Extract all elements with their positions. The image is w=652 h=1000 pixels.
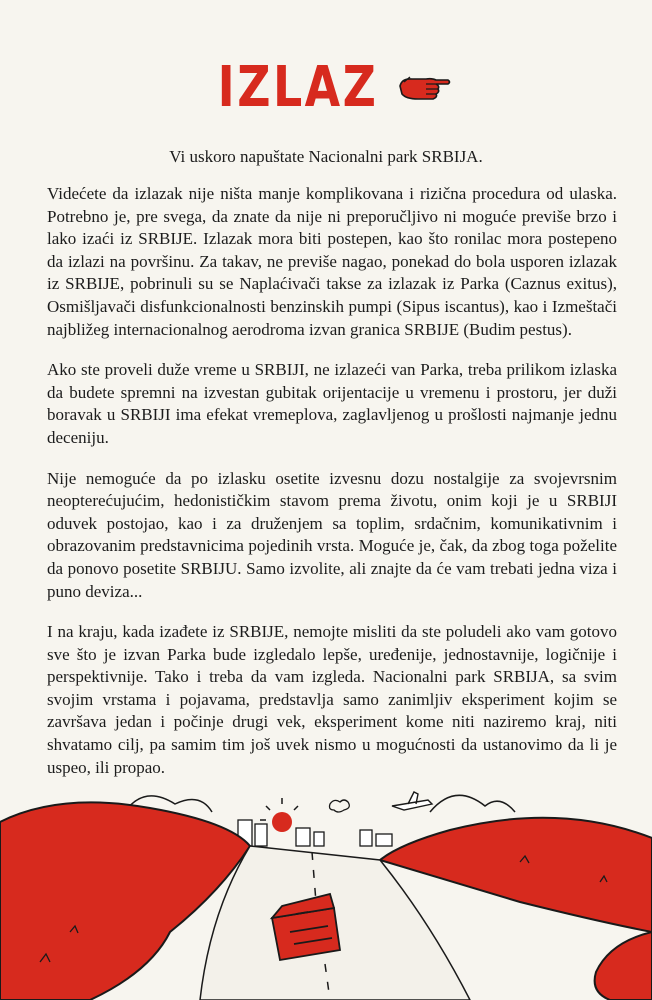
right-front-hill — [595, 932, 652, 1000]
heading — [0, 55, 652, 120]
city-skyline — [238, 820, 392, 846]
body-text — [47, 183, 617, 797]
paragraph-2: Ako ste proveli duže vreme u SRBIJI, ne izlazeći van Parka, treba prilikom izlaska da budete spremni na izvestan gubitak orijentacije u vremenu i prostoru, jer duži boravak u SRBIJI ima efekat vremeplova, zaglavljenog u prošlosti najmanje jednu deceniju. — [47, 360, 617, 447]
pointing-hand-icon — [396, 70, 452, 106]
page-title: IZLAZ — [217, 55, 379, 120]
plane-icon — [392, 792, 432, 810]
intro-line: Vi uskoro napuštate Nacionalni park SRBIJA. — [169, 147, 483, 166]
road-landscape-illustration — [0, 782, 652, 1000]
sun-icon — [272, 812, 292, 832]
paragraph-1: Videćete da izlazak nije ništa manje komplikovana i rizična procedura od ulaska. Potrebno je, pre svega, da znate da nije ni preporučljivo ni moguće previše brzo i lako izaći iz SRBIJE. Izlazak mora biti postepen, kao što ronilac mora postepeno da izlazi na površinu. Za takav, ne previše nagao, ponekad do bola usporen izlazak iz SRBIJE, pobrinuli su se Naplaćivači takse za izlazak iz Parka (Caznus exitus), Osmišljavači disfunkcionalnosti benzinskih pumpi (Sipus iscantus), kao i Izmeštači najbližeg internacionalnog aerodroma izvan granica SRBIJE (Budim pestus). — [47, 184, 617, 339]
paragraph-3: Nije nemoguće da po izlasku osetite izvesnu dozu nostalgije za svojevrsnim neopterećujućim, hedonističkim stavom prema životu, onim koji je u SRBIJI oduvek postojao, kao i za druženjem sa toplim, srdačnim, komunikativnim i obrazovanim predstavnicima pojedinih vrsta. Moguće je, čak, da zbog toga poželite da ponovo posetite SRBIJU. Samo izvolite, ali znajte da će vam trebati jedna viza i puno deviza... — [47, 468, 617, 601]
paragraph-4: I na kraju, kada izađete iz SRBIJE, nemojte misliti da ste poludeli ako vam gotovo sve što je izvan Parka bude izgledalo lepše, uređenije, jednostavnije, logičnije i perspektivnije. Tako i treba da vam izgleda. Nacionalni park SRBIJA, sa svim svojim vrstama i pojavama, predstavlja samo zanimljiv eksperiment kojim se završava jedan i počinje drugi vek, eksperiment kome niti naziremo kraj, niti shvatamo cilj, pa samim tim još uvek nismo u mogućnosti da ustanovimo da li je uspeo, ili propao. — [47, 622, 617, 777]
